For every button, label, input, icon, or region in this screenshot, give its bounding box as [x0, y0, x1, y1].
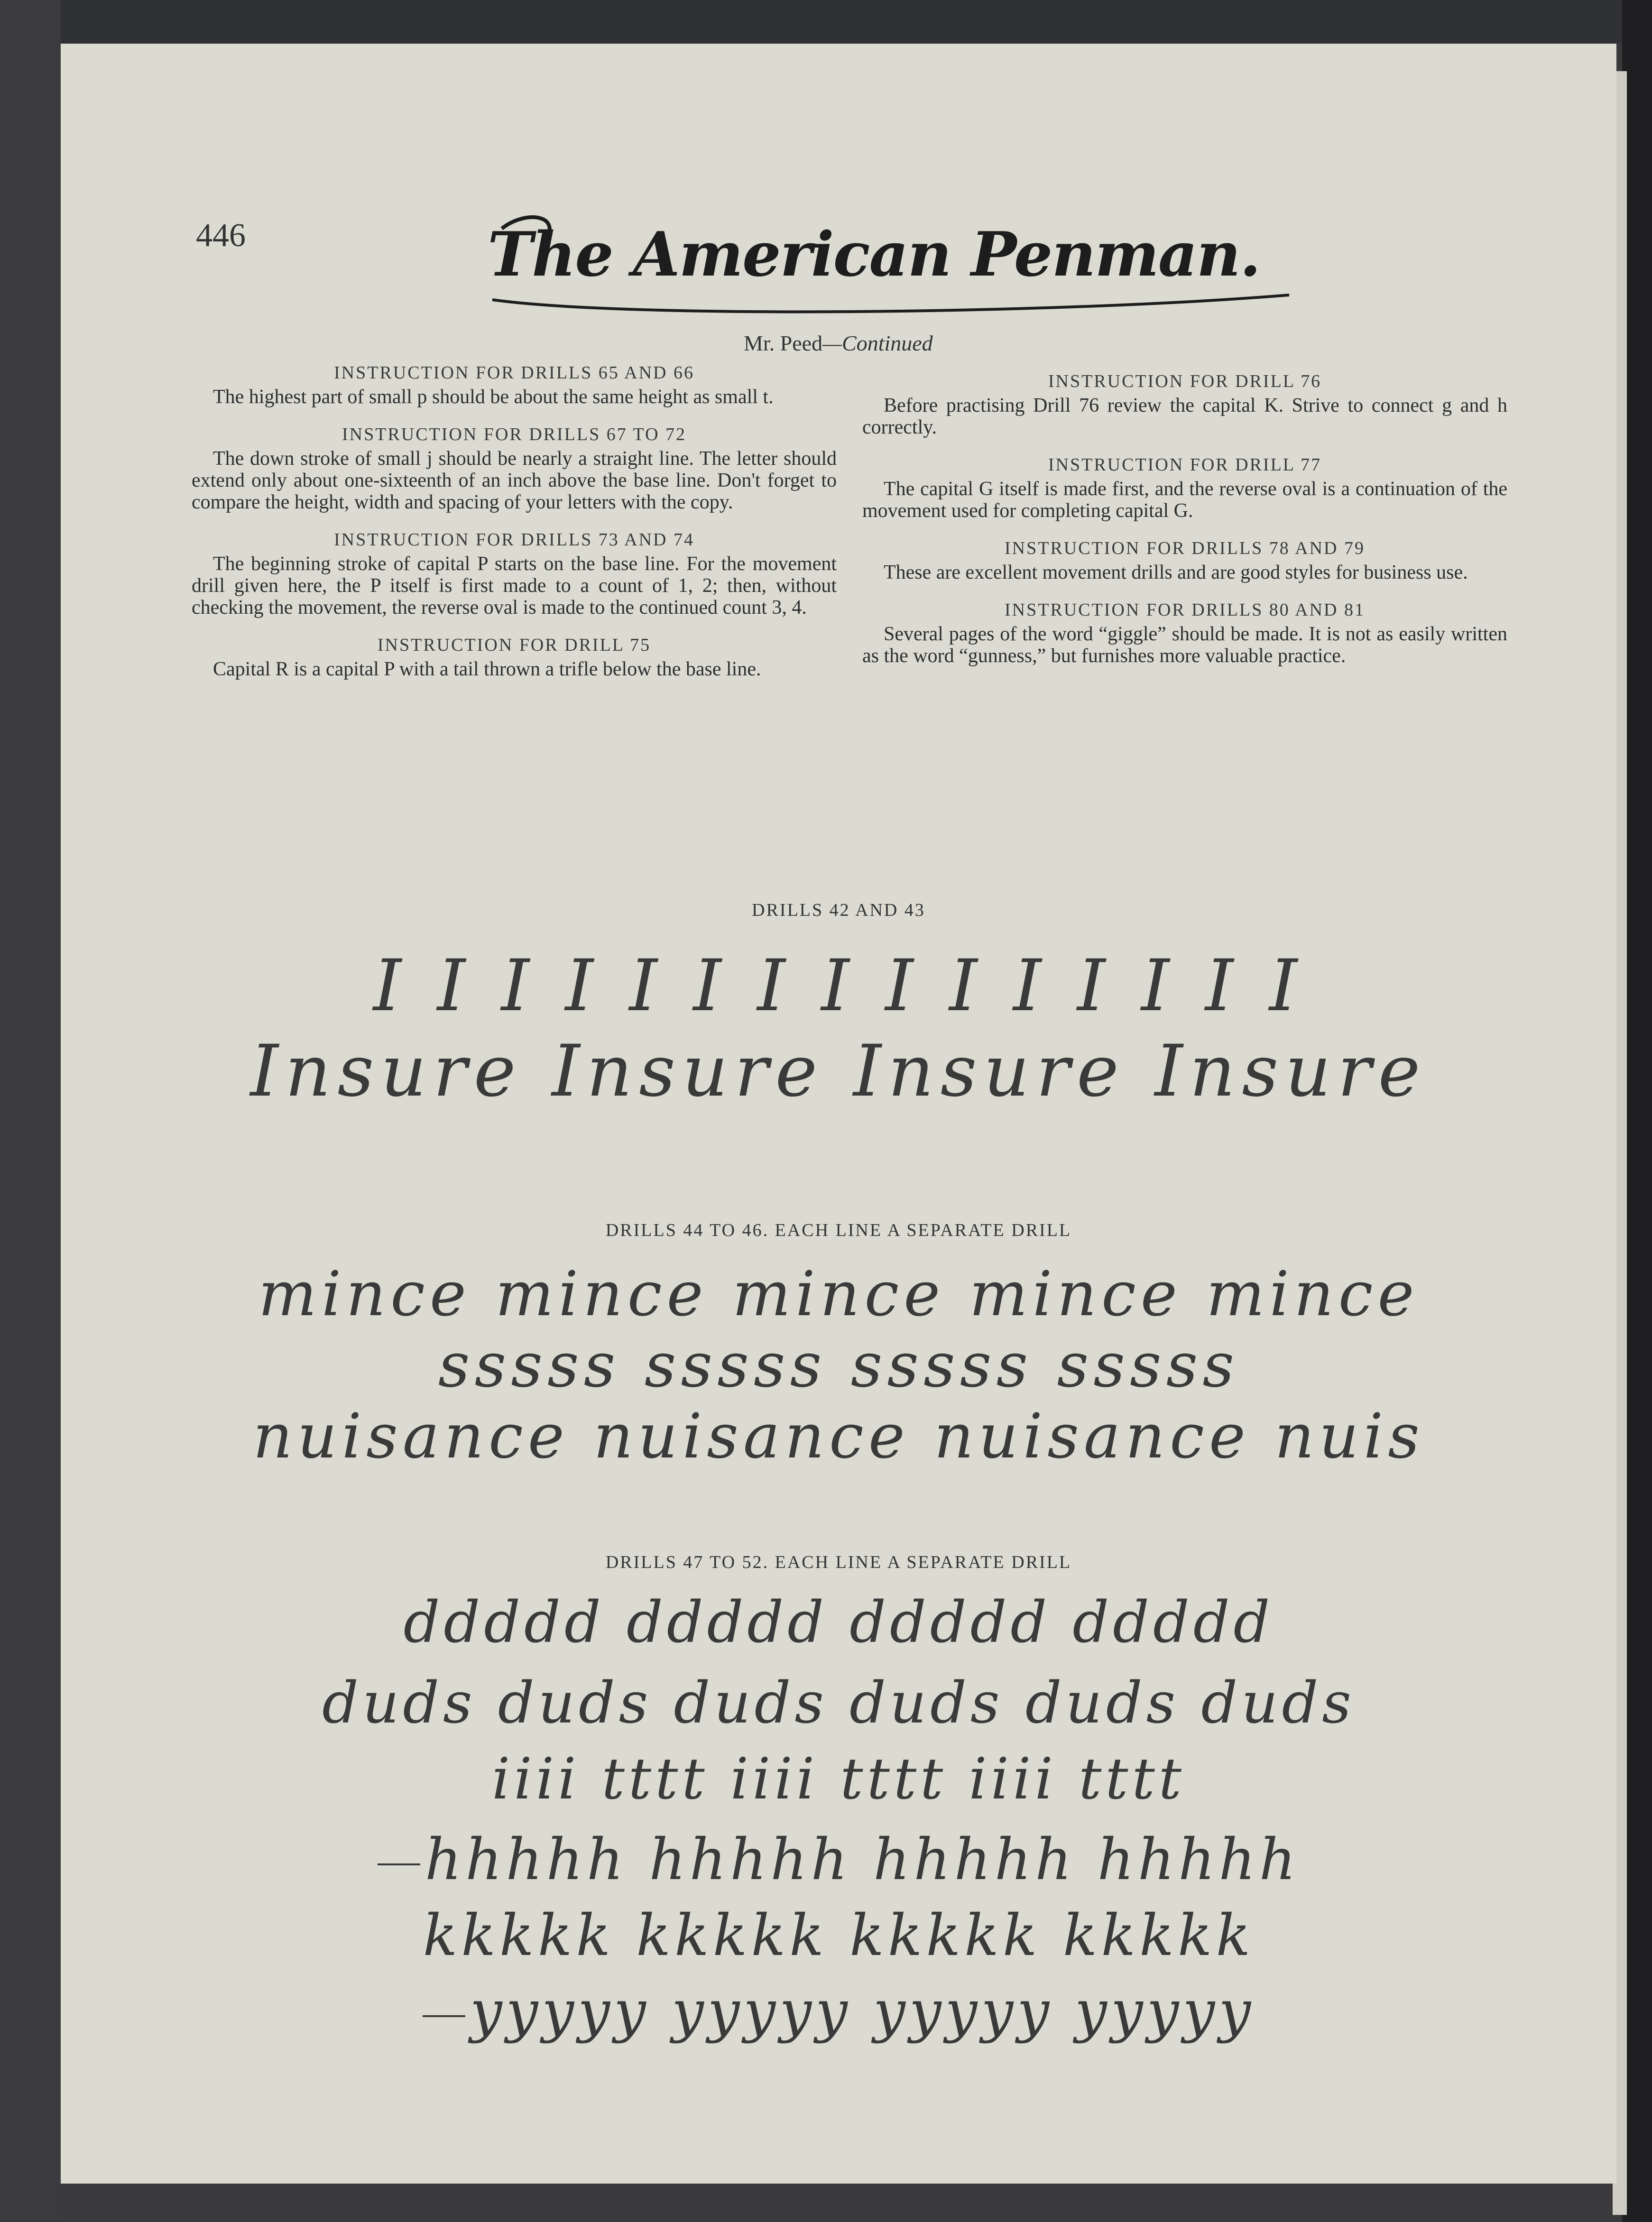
section-heading: INSTRUCTION FOR DRILL 76 — [1048, 371, 1322, 391]
section-body: The capital G itself is made first, and the reverse oval is a continuation of the movement used for completing capital G. — [862, 478, 1507, 522]
script-drill-line: kkkkk kkkkk kkkkk kkkkk — [423, 1903, 1255, 1969]
instruction-column-right — [862, 371, 1507, 683]
section-heading: INSTRUCTION FOR DRILLS 78 AND 79 — [1005, 538, 1365, 558]
script-drill-line: I I I I I I I I I I I I I I I — [373, 945, 1304, 1027]
script-drill-line: ddddd ddddd ddddd ddddd — [403, 1590, 1274, 1656]
drill-caption: DRILLS 44 TO 46. EACH LINE A SEPARATE DRILL — [605, 1220, 1072, 1240]
instruction-section — [192, 529, 837, 618]
section-body: These are excellent movement drills and are good styles for business use. — [884, 562, 1468, 583]
instruction-section — [192, 635, 837, 680]
script-drill-line: duds duds duds duds duds duds — [322, 1670, 1355, 1736]
masthead — [488, 200, 1294, 323]
script-drill-line: sssss sssss sssss sssss — [438, 1329, 1239, 1401]
section-heading: INSTRUCTION FOR DRILLS 73 AND 74 — [334, 530, 694, 550]
section-body: The down stroke of small j should be nearly a straight line. The letter should extend only about one-sixteenth of an inch above the base line. Don't forget to compare the height, width and spacing of your letters with the copy. — [192, 448, 837, 513]
section-body: The highest part of small p should be about the same height as small t. — [213, 386, 774, 408]
instruction-section — [192, 362, 837, 408]
instruction-section — [862, 538, 1507, 583]
drill-caption: DRILLS 47 TO 52. EACH LINE A SEPARATE DRILL — [605, 1552, 1072, 1572]
article-subtitle — [744, 331, 933, 356]
drill-caption: DRILLS 42 AND 43 — [752, 900, 925, 920]
section-heading: INSTRUCTION FOR DRILLS 67 TO 72 — [341, 424, 687, 444]
script-drill-line: hhhhh hhhhh hhhhh hhhhh — [61, 1827, 1616, 1893]
section-heading: INSTRUCTION FOR DRILL 75 — [377, 635, 651, 655]
section-heading: INSTRUCTION FOR DRILLS 80 AND 81 — [1005, 600, 1365, 620]
section-heading: INSTRUCTION FOR DRILL 77 — [1048, 455, 1322, 475]
script-drill-line: nuisance nuisance nuisance nuis — [253, 1400, 1424, 1472]
instruction-column-left — [192, 362, 837, 696]
section-heading: INSTRUCTION FOR DRILLS 65 AND 66 — [334, 363, 694, 383]
section-body: Several pages of the word “giggle” should be made. It is not as easily written as the word “gunness,” but furnishes more valuable practice. — [862, 623, 1507, 667]
instruction-section — [862, 599, 1507, 667]
script-drill-line: iiii tttt iiii tttt iiii tttt — [492, 1746, 1185, 1812]
section-body: The beginning stroke of capital P starts on the base line. For the movement drill given here, the P itself is first made to a count of 1, 2; then, without checking the movement, the reverse oval is made to the continued count 3, 4. — [192, 553, 837, 618]
scan-backdrop-left — [0, 0, 61, 2222]
instruction-section — [862, 371, 1507, 438]
magazine-page — [61, 44, 1616, 2184]
scan-backdrop-top — [0, 0, 1652, 44]
instruction-section — [862, 454, 1507, 522]
script-drill-line: yyyyy yyyyy yyyyy yyyyy — [61, 1979, 1616, 2045]
section-body: Capital R is a capital P with a tail thrown a trifle below the base line. — [213, 658, 761, 680]
script-drill-line: Insure Insure Insure Insure — [250, 1030, 1427, 1113]
section-body: Before practising Drill 76 review the capital K. Strive to connect g and h correctly. — [862, 395, 1507, 438]
masthead-title: The American Penman. — [488, 219, 1260, 290]
subtitle-continued: —Continued — [822, 331, 933, 355]
page-number: 446 — [196, 217, 246, 254]
subtitle-author: Mr. Peed — [744, 331, 823, 355]
script-drill-line: mince mince mince mince mince — [258, 1258, 1419, 1330]
instruction-section — [192, 424, 837, 513]
